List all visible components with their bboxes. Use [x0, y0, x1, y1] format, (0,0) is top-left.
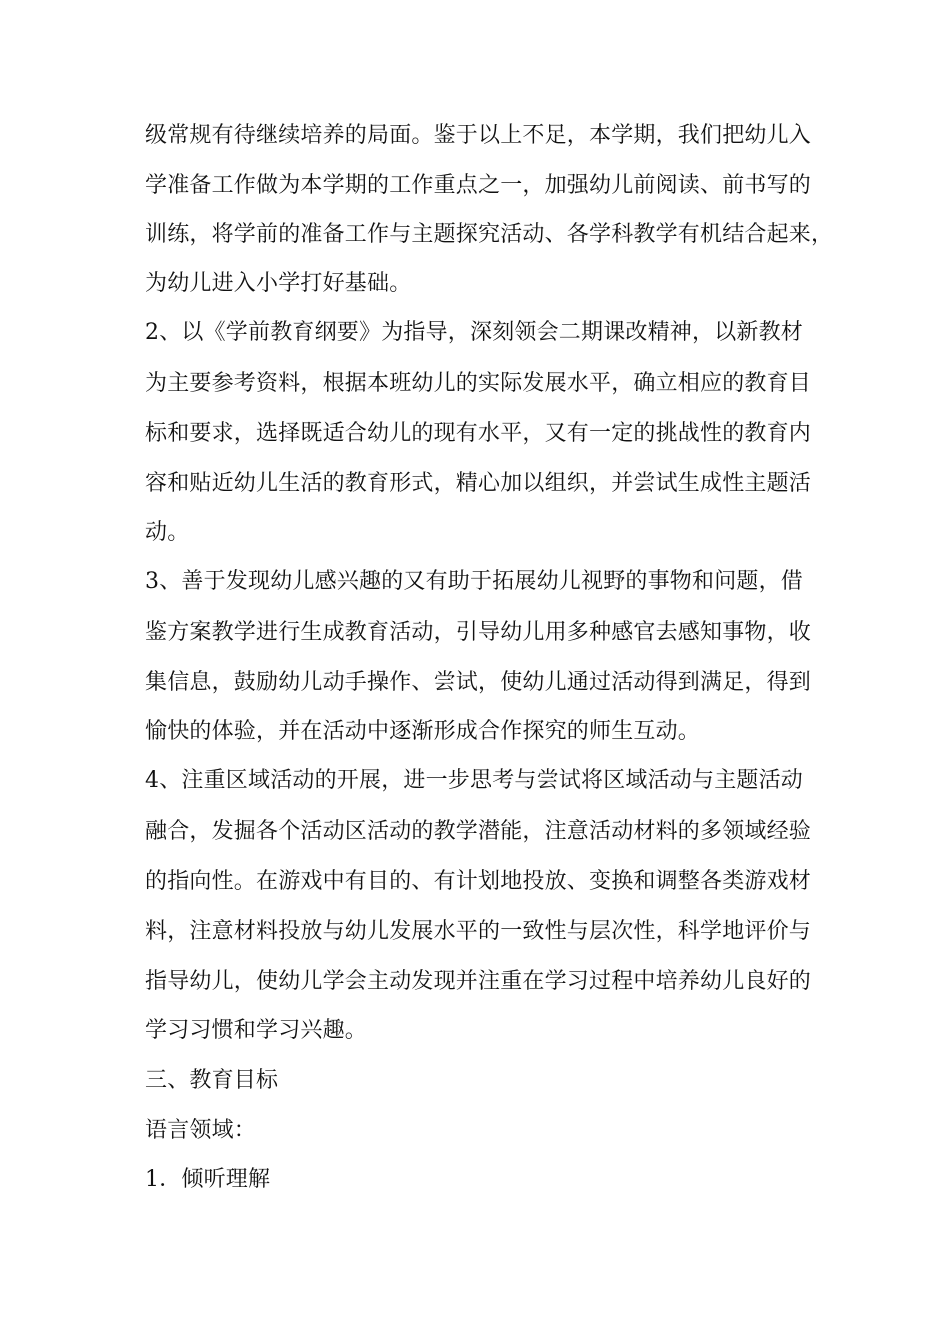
item-3-line-1: 3、善于发现幼儿感兴趣的又有助于拓展幼儿视野的事物和问题，借 — [145, 569, 803, 594]
item-2-line-3: 标和要求，选择既适合幼儿的现有水平，又有一定的挑战性的教育内 — [145, 421, 812, 446]
item-4-line-2: 融合，发掘各个活动区活动的教学潜能，注意活动材料的多领域经验 — [145, 819, 812, 844]
paragraph-line-1: 级常规有待继续培养的局面。鉴于以上不足，本学期，我们把幼儿入 — [145, 123, 812, 148]
item-4-line-3: 的指向性。在游戏中有目的、有计划地投放、变换和调整各类游戏材 — [145, 869, 812, 894]
item-3-line-2: 鉴方案教学进行生成教育活动，引导幼儿用多种感官去感知事物，收 — [145, 620, 812, 645]
paragraph-line-4: 为幼儿进入小学打好基础。 — [145, 271, 412, 296]
numbered-subheading: 1．倾听理解 — [145, 1167, 271, 1192]
item-3-line-3: 集信息，鼓励幼儿动手操作、尝试，使幼儿通过活动得到满足，得到 — [145, 670, 812, 695]
item-2-line-1: 2、以《学前教育纲要》为指导，深刻领会二期课改精神，以新教材 — [145, 320, 803, 345]
item-4-line-6: 学习习惯和学习兴趣。 — [145, 1018, 368, 1043]
item-4-line-5: 指导幼儿，使幼儿学会主动发现并注重在学习过程中培养幼儿良好的 — [145, 969, 812, 994]
paragraph-line-2: 学准备工作做为本学期的工作重点之一，加强幼儿前阅读、前书写的 — [145, 173, 812, 198]
paragraph-line-3: 训练，将学前的准备工作与主题探究活动、各学科教学有机结合起来， — [145, 222, 834, 247]
item-3-line-4: 愉快的体验，并在活动中逐渐形成合作探究的师生互动。 — [145, 719, 701, 744]
item-2-line-4: 容和贴近幼儿生活的教育形式，精心加以组织，并尝试生成性主题活 — [145, 471, 812, 496]
item-4-line-1: 4、注重区域活动的开展，进一步思考与尝试将区域活动与主题活动 — [145, 768, 803, 793]
item-4-line-4: 料，注意材料投放与幼儿发展水平的一致性与层次性，科学地评价与 — [145, 919, 812, 944]
section-heading: 三、教育目标 — [145, 1068, 279, 1093]
item-2-line-2: 为主要参考资料，根据本班幼儿的实际发展水平，确立相应的教育目 — [145, 371, 812, 396]
subsection-heading: 语言领域： — [145, 1118, 257, 1143]
item-2-line-5: 动。 — [145, 520, 190, 545]
